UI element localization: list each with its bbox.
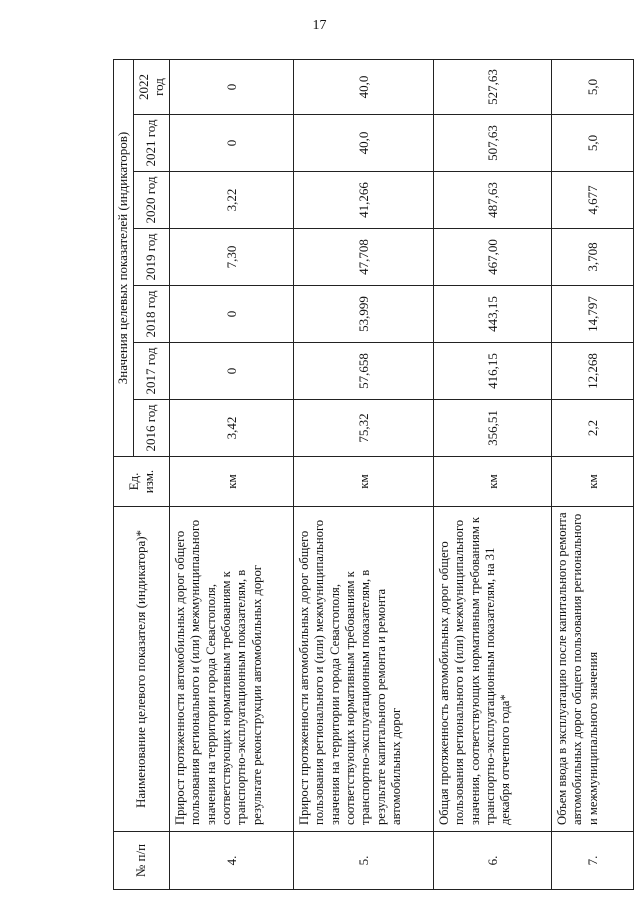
value-cell: 3,22 [170, 172, 294, 229]
value-cell: 507,63 [434, 115, 552, 172]
header-year: 2016 год [134, 400, 170, 457]
page-number: 17 [312, 18, 327, 33]
row-number: 4. [170, 832, 294, 890]
header-values-group: Значения целевых показателей (индикаторов) [114, 59, 134, 456]
unit-cell: км [434, 457, 552, 507]
unit-cell: км [170, 457, 294, 507]
value-cell: 443,15 [434, 286, 552, 343]
row-number: 5. [294, 832, 434, 890]
value-cell: 40,0 [294, 115, 434, 172]
header-year: 2021 год [134, 115, 170, 172]
value-cell: 5,0 [552, 59, 634, 114]
value-cell: 2,2 [552, 400, 634, 457]
unit-cell: км [552, 457, 634, 507]
row-number: 7. [552, 832, 634, 890]
table-row [294, 59, 434, 889]
header-year: 2017 год [134, 343, 170, 400]
table-row [552, 59, 634, 889]
header-name: Наименование целевого показателя (индикатора)* [114, 507, 170, 832]
value-cell: 7,30 [170, 229, 294, 286]
header-year: 2020 год [134, 172, 170, 229]
indicator-name: Общая протяженность автомобильных дорог общего пользования регионального и (или) межмуниципального значения, соответствующих нормативным требованиям к транспортно-эксплуатационным показателям, на 31 декабря отчетного года* [434, 507, 552, 832]
rotated-table-container [113, 60, 633, 890]
rotated-table-frame [113, 60, 633, 890]
table-row [434, 59, 552, 889]
header-unit: Ед. изм. [114, 457, 170, 507]
indicator-name: Прирост протяженности автомобильных дорог общего пользования регионального и (или) межмуниципального значения на территории города Севастополя, соответствующих нормативным требованиям к транспортно-эксплуатационным показателям, в результате реконструкции автомобильных дорог [170, 507, 294, 832]
value-cell: 527,63 [434, 59, 552, 114]
value-cell: 3,708 [552, 229, 634, 286]
indicator-name: Объем ввода в эксплуатацию после капитального ремонта автомобильных дорог общего пользования регионального и межмуниципального значения [552, 507, 634, 832]
header-year: 2022 год [134, 59, 170, 114]
value-cell: 0 [170, 343, 294, 400]
value-cell: 53,999 [294, 286, 434, 343]
value-cell: 12,268 [552, 343, 634, 400]
indicators-table [113, 59, 634, 890]
value-cell: 416,15 [434, 343, 552, 400]
value-cell: 3,42 [170, 400, 294, 457]
header-no: № п/п [114, 832, 170, 890]
value-cell: 47,708 [294, 229, 434, 286]
value-cell: 57,658 [294, 343, 434, 400]
value-cell: 40,0 [294, 59, 434, 114]
value-cell: 14,797 [552, 286, 634, 343]
value-cell: 5,0 [552, 115, 634, 172]
unit-cell: км [294, 457, 434, 507]
header-year: 2019 год [134, 229, 170, 286]
value-cell: 0 [170, 286, 294, 343]
value-cell: 467,00 [434, 229, 552, 286]
value-cell: 0 [170, 115, 294, 172]
header-year: 2018 год [134, 286, 170, 343]
value-cell: 487,63 [434, 172, 552, 229]
table-row [170, 59, 294, 889]
indicator-name: Прирост протяженности автомобильных дорог общего пользования регионального и (или) межмуниципального значения на территории города Севастополя, соответствующих нормативным требованиям к транспортно-эксплуатационным показателям, в результате капитального ремонта и ремонта автомобильных дорог [294, 507, 434, 832]
value-cell: 356,51 [434, 400, 552, 457]
row-number: 6. [434, 832, 552, 890]
value-cell: 75,32 [294, 400, 434, 457]
value-cell: 0 [170, 59, 294, 114]
value-cell: 4,677 [552, 172, 634, 229]
value-cell: 41,266 [294, 172, 434, 229]
